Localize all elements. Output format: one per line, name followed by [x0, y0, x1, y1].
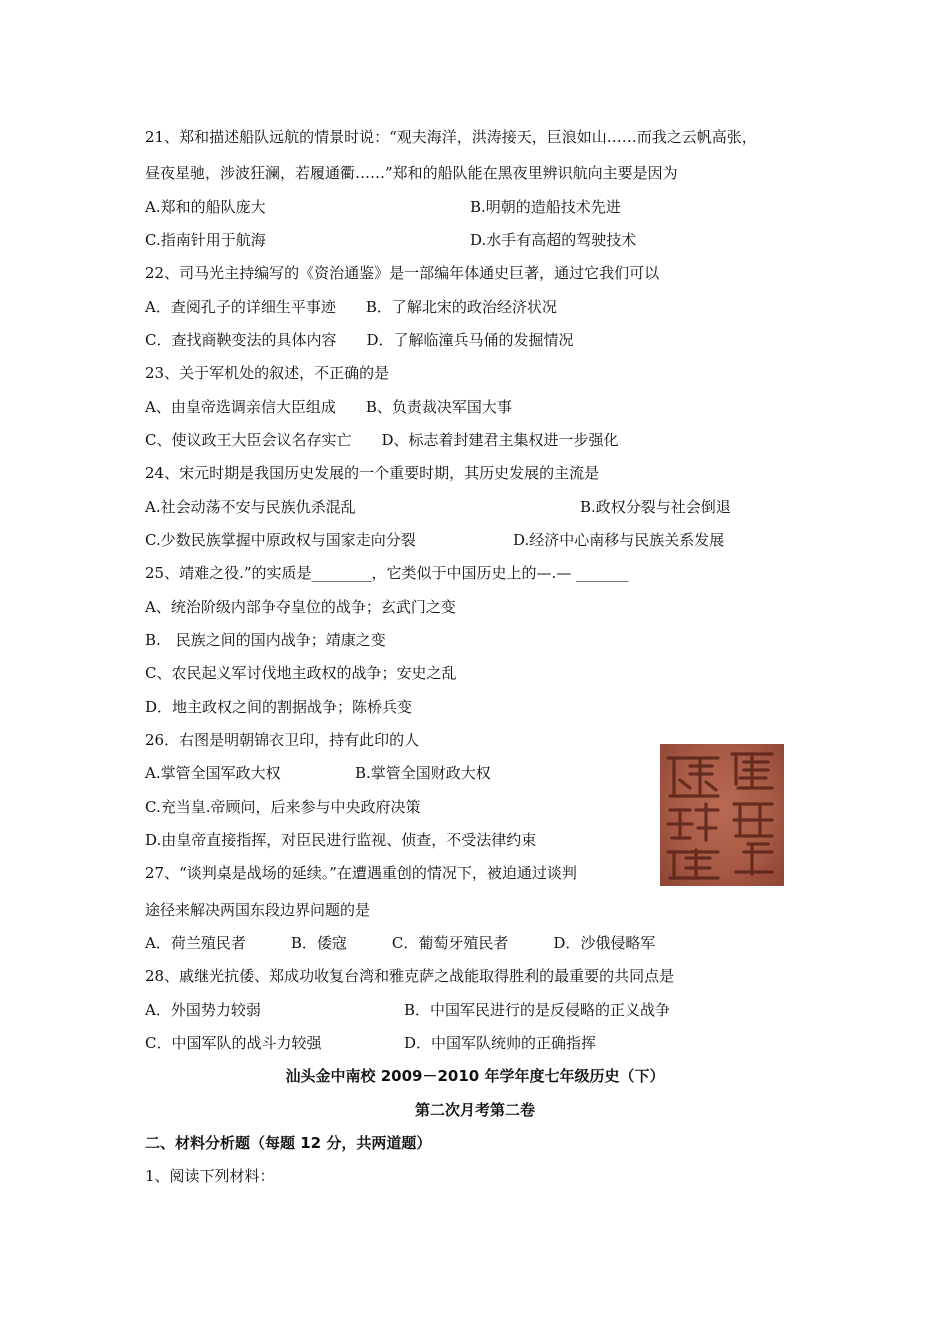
q21-stem-line1: 21、郑和描述船队远航的情景时说：“观夫海洋，洪涛接天，巨浪如山……而我之云帆高张， [145, 128, 757, 146]
q24-option-d: D.经济中心南移与民族关系发展 [513, 531, 725, 549]
q27-stem-line1: 27、“谈判桌是战场的延续。”在遭遇重创的情况下，被迫通过谈判 [145, 864, 577, 882]
q26-option-d: D.由皇帝直接指挥，对臣民进行监视、侦查，不受法律约束 [145, 831, 537, 849]
q28-option-c: C．中国军队的战斗力较强 [145, 1034, 322, 1052]
q26-option-c: C.充当皇.帝顾问，后来参与中央政府决策 [145, 798, 421, 816]
q28-option-d: D．中国军队统帅的正确指挥 [404, 1034, 597, 1052]
q21-option-b: B.明朝的造船技术先进 [470, 198, 621, 216]
q21-option-c: C.指南针用于航海 [145, 231, 266, 249]
q28-stem: 28、戚继光抗倭、郑成功收复台湾和雅克萨之战能取得胜利的最重要的共同点是 [145, 967, 675, 985]
q27-stem-line2: 途径来解决两国东段边界问题的是 [145, 901, 371, 919]
q22-options-cd: C．查找商鞅变法的具体内容 D．了解临潼兵马俑的发掘情况 [145, 331, 574, 349]
q22-stem: 22、司马光主持编写的《资治通鉴》是一部编年体通史巨著，通过它我们可以 [145, 264, 660, 282]
q23-options-cd: C、使议政王大臣会议名存实亡 D、标志着封建君主集权进一步强化 [145, 431, 619, 449]
q26-option-a: A.掌管全国军政大权 [145, 764, 281, 782]
q22-options-ab: A．查阅孔子的详细生平事迹 B．了解北宋的政治经济状况 [145, 298, 557, 316]
section-2-q1: 1、阅读下列材料： [145, 1167, 275, 1185]
q28-option-a: A．外国势力较弱 [145, 1001, 261, 1019]
q21-option-a: A.郑和的船队庞大 [145, 198, 266, 216]
q25-option-d: D．地主政权之间的割据战争；陈桥兵变 [145, 698, 413, 716]
q27-options: A．荷兰殖民者 B．倭寇 C．葡萄牙殖民者 D．沙俄侵略军 [145, 934, 656, 952]
seal-glyph-strokes [660, 744, 784, 886]
q26-stem: 26．右图是明朝锦衣卫印，持有此印的人 [145, 731, 420, 749]
q26-option-b: B.掌管全国财政大权 [355, 764, 491, 782]
q23-options-ab: A、由皇帝选调亲信大臣组成 B、负责裁决军国大事 [145, 398, 512, 416]
q25-option-b: B. 民族之间的国内战争；靖康之变 [145, 631, 386, 649]
q24-option-c: C.少数民族掌握中原政权与国家走向分裂 [145, 531, 416, 549]
q23-stem: 23、关于军机处的叙述，不正确的是 [145, 364, 390, 382]
q24-stem: 24、宋元时期是我国历史发展的一个重要时期，其历史发展的主流是 [145, 464, 600, 482]
q28-option-b: B．中国军民进行的是反侵略的正义战争 [404, 1001, 671, 1019]
q21-option-d: D.水手有高超的驾驶技术 [470, 231, 637, 249]
q25-stem: 25、靖难之役.”的实质是________，它类似于中国历史上的—.— _______ [145, 564, 629, 582]
q25-option-a: A、统治阶级内部争夺皇位的战争；玄武门之变 [145, 598, 456, 616]
q24-option-b: B.政权分裂与社会倒退 [580, 498, 731, 516]
q24-option-a: A.社会动荡不安与民族仇杀混乱 [145, 498, 356, 516]
exam-subtitle: 第二次月考第二卷 [414, 1101, 535, 1119]
exam-title: 汕头金中南校 2009－2010 年学年度七年级历史（下） [285, 1067, 665, 1085]
q21-stem-line2: 昼夜星驰，涉波狂澜，若履通衢……”郑和的船队能在黑夜里辨识航向主要是因为 [145, 164, 678, 182]
jinyiwei-seal-image [660, 744, 784, 886]
section-2-heading: 二、材料分析题（每题 12 分，共两道题） [145, 1134, 432, 1152]
q25-option-c: C、农民起义军讨伐地主政权的战争；安史之乱 [145, 664, 457, 682]
